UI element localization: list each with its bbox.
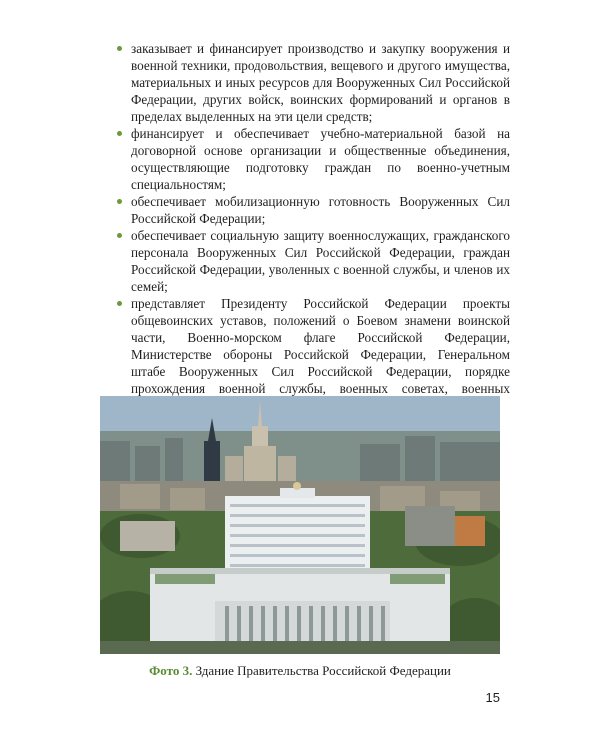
bullet-item: обеспечивает мобилизационную готовность Вооруженных Сил Российской Федерации; — [110, 193, 510, 227]
figure-caption-text: Здание Правительства Российской Федерации — [195, 663, 451, 678]
page-number: 15 — [485, 690, 500, 705]
bullet-list — [110, 40, 510, 414]
bullet-item: заказывает и финансирует производство и закупку вооружения и военной техники, продовольствия, вещевого и другого имущества, материальных и иных ресурсов для Вооруженных Сил Российской Федерации, других войск, воинских формирований и органов в пределах выделенных на эти цели средств; — [110, 40, 510, 125]
figure-label: Фото 3. — [149, 663, 193, 678]
figure-caption — [100, 663, 500, 679]
bullet-item: финансирует и обеспечивает учебно-материальной базой на договорной основе организации и общественные объединения, осуществляющие подготовку граждан по военно-учетным специальностям; — [110, 125, 510, 193]
bullet-item: представляет Президенту Российской Федерации проекты общевоинских уставов, положений о Боевом знамени воинской части, Военно-морском флаге Российской Федерации, Министерстве обороны Российской Федерации, Генеральном штабе Вооруженных Сил Российской Федерации, порядке прохождения военной службы, военных советах, военных — [110, 295, 510, 414]
government-building-photo — [100, 396, 500, 654]
bullet-item: обеспечивает социальную защиту военнослужащих, гражданского персонала Вооруженных Сил Российской Федерации, граждан Российской Федерации, уволенных с военной службы, и членов их семей; — [110, 227, 510, 295]
